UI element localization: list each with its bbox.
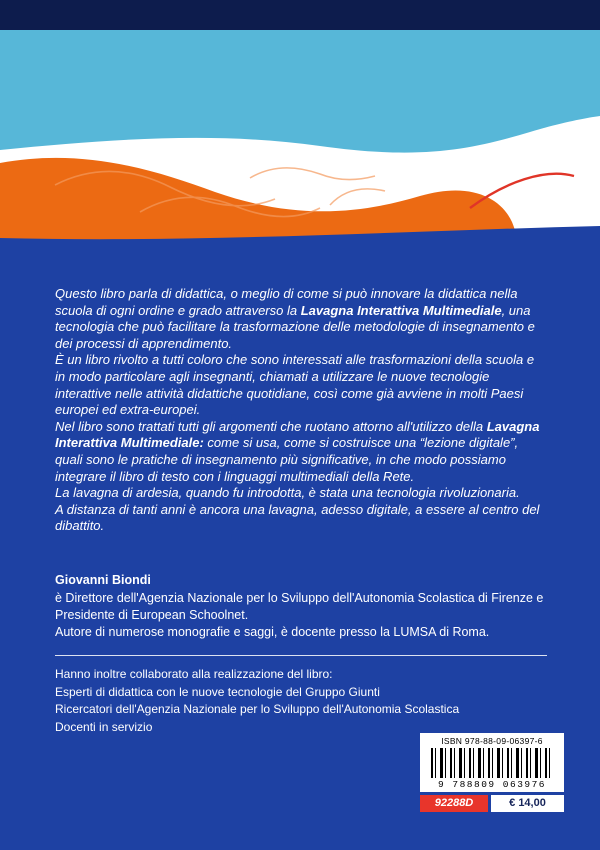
text-run: , una tecnologia che può facilitare la trasformazione delle metodologie di insegnamento e dei processi di apprendimento. bbox=[55, 302, 535, 351]
blurb-paragraph-2: È un libro rivolto a tutti coloro che sono interessati alle trasformazioni della scuola e in modo particolare agli insegnanti, chiamati a utilizzare le nuove tecnologie interattive nelle attività didattiche quotidiane, così come già avviene in molti Paesi europei ed extra-europei. bbox=[55, 352, 535, 418]
barcode-bars bbox=[431, 748, 553, 778]
author-bio-line: è Direttore dell'Agenzia Nazionale per lo Sviluppo dell'Autonomia Scolastica di Firenze e Presidente di European Schoolnet. bbox=[55, 591, 544, 622]
text-run: come si usa, come si costruisce una “lezione digitale”, quali sono le pratiche di insegnamento più significative, in che modo possiamo integrare il libro di testo con i linguaggi multimediali della Rete. bbox=[55, 435, 519, 484]
text-run: Questo libro parla di didattica, o meglio di come si può innovare la didattica nella scuola di ogni ordine e grado attraverso la bbox=[55, 286, 518, 318]
blurb-paragraph-3 bbox=[55, 419, 547, 485]
author-name: Giovanni Biondi bbox=[55, 573, 151, 587]
barcode-block bbox=[420, 733, 564, 812]
blurb-paragraph-1 bbox=[55, 286, 547, 352]
top-navy-strip bbox=[0, 0, 600, 30]
barcode-box bbox=[420, 733, 564, 792]
text-run: Nel libro sono trattati tutti gli argomenti che ruotano attorno all'utilizzo della bbox=[55, 418, 487, 434]
blurb bbox=[55, 286, 547, 535]
price-label: € 14,00 bbox=[491, 795, 564, 812]
author-section bbox=[55, 572, 547, 641]
price-row bbox=[420, 795, 564, 812]
highlighted-term: Lavagna Interattiva Multimediale: bbox=[55, 418, 540, 451]
collaborators-intro: Hanno inoltre collaborato alla realizzazione del libro: bbox=[55, 667, 333, 681]
divider-line bbox=[55, 655, 547, 656]
collaborator-item: Esperti di didattica con le nuove tecnologie del Gruppo Giunti bbox=[55, 684, 380, 699]
author-bio-line: Autore di numerose monografie e saggi, è docente presso la LUMSA di Roma. bbox=[55, 625, 490, 639]
isbn-text: ISBN 978-88-09-06397-6 bbox=[441, 736, 543, 746]
collaborator-item: Docenti in servizio bbox=[55, 719, 153, 734]
collaborator-item: Ricercatori dell'Agenzia Nazionale per lo Sviluppo dell'Autonomia Scolastica bbox=[55, 702, 460, 716]
collaborators-section bbox=[55, 666, 547, 736]
blurb-paragraph-5: A distanza di tanti anni è ancora una lavagna, adesso digitale, a essere al centro del dibattito. bbox=[55, 501, 540, 534]
blurb-paragraph-4: La lavagna di ardesia, quando fu introdotta, è stata una tecnologia rivoluzionaria. bbox=[55, 485, 520, 501]
highlighted-term: Lavagna Interattiva Multimediale bbox=[300, 302, 502, 318]
publisher-code-badge: 92288D bbox=[420, 795, 488, 812]
cover-artwork bbox=[0, 0, 600, 245]
barcode-digits: 9 788809 063976 bbox=[437, 779, 546, 790]
